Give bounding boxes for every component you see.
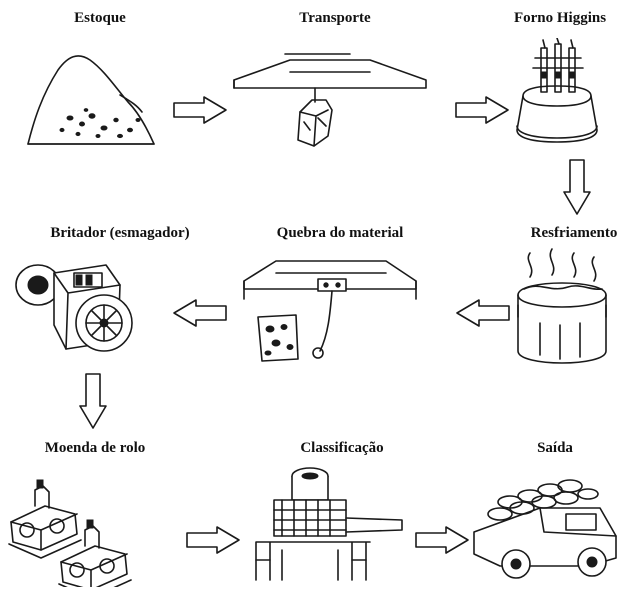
roller-mill-illustration <box>5 462 145 587</box>
crusher-illustration <box>10 255 160 365</box>
label-estoque: Estoque <box>74 10 126 26</box>
label-transporte: Transporte <box>299 10 371 26</box>
label-classificacao: Classificação <box>300 440 384 456</box>
label-resfriamento: Resfriamento <box>530 225 618 241</box>
classifier-illustration <box>252 460 412 585</box>
arrow-resfriamento-to-quebra <box>455 298 511 328</box>
label-quebra-do-material: Quebra do material <box>276 225 404 241</box>
cooling-tank-illustration <box>510 245 615 365</box>
arrow-estoque-to-transporte <box>172 95 228 125</box>
crane-transport-illustration <box>230 50 430 160</box>
arrow-forno-to-resfriamento <box>562 158 592 216</box>
material-breaking-illustration <box>240 255 420 375</box>
arrow-quebra-to-britador <box>172 298 228 328</box>
label-forno-higgins: Forno Higgins <box>513 10 607 26</box>
stockpile-illustration <box>20 40 160 150</box>
truck-output-illustration <box>470 462 620 587</box>
arrow-transporte-to-forno <box>454 95 510 125</box>
arrow-britador-to-moenda <box>78 372 108 430</box>
arrow-classificacao-to-saida <box>414 525 470 555</box>
label-saida: Saída <box>537 440 573 456</box>
label-britador: Britador (esmagador) <box>50 225 190 241</box>
arrow-moenda-to-classificacao <box>185 525 241 555</box>
label-moenda-de-rolo: Moenda de rolo <box>44 440 146 456</box>
higgins-furnace-illustration <box>505 38 610 148</box>
